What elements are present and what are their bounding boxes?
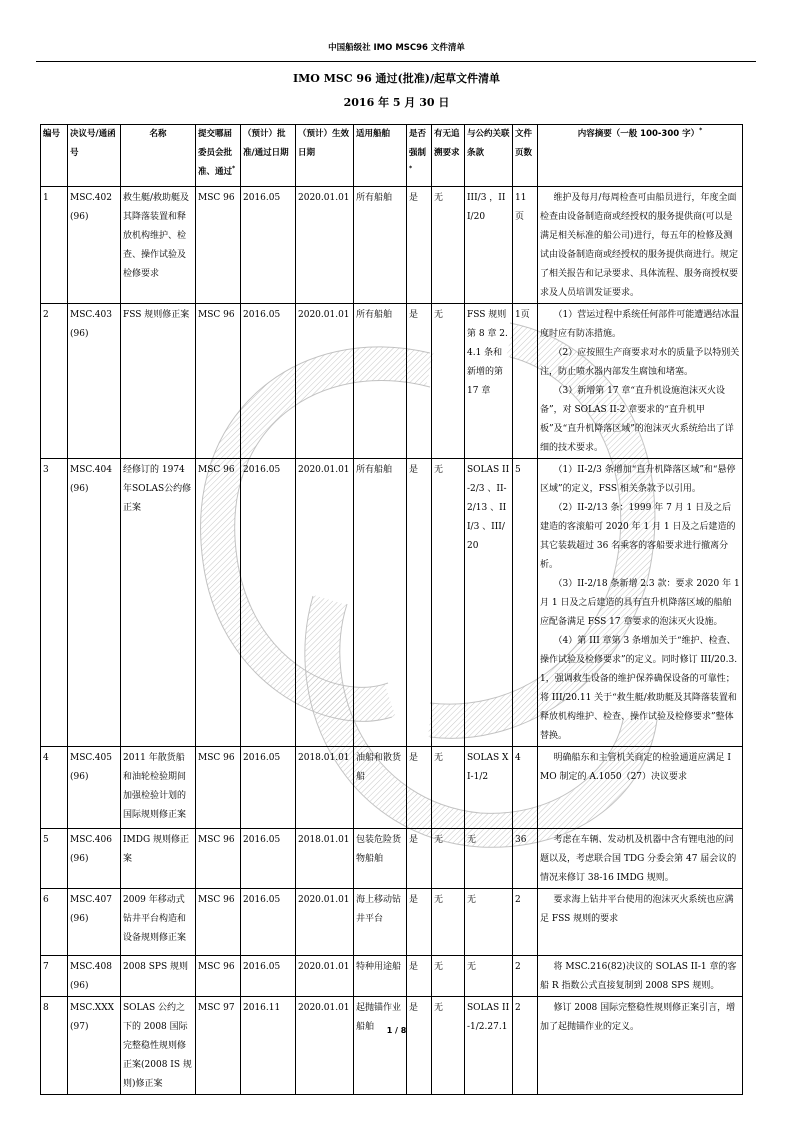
effective-date-cell: 2020.01.01 [296, 997, 354, 1095]
summary-paragraph: 修订 2008 国际完整稳性规则修正案引言，增加了起抛锚作业的定义。 [540, 1003, 736, 1032]
row-number-cell: 7 [41, 956, 68, 997]
row-number-cell: 6 [41, 889, 68, 956]
row-number-cell: 8 [41, 997, 68, 1095]
retroactive-cell: 无 [432, 459, 465, 747]
summary-cell [538, 304, 743, 459]
document-name-cell: IMDG 规则修正案 [121, 829, 196, 889]
mandatory-cell: 是 [407, 304, 432, 459]
effective-date-cell: 2020.01.01 [296, 889, 354, 956]
row-number-cell: 2 [41, 304, 68, 459]
approval-date-cell: 2016.05 [241, 956, 296, 997]
committee-cell: MSC 96 [196, 187, 241, 304]
column-header: 提交哪届委员会批准、通过* [196, 125, 241, 187]
retroactive-cell: 无 [432, 747, 465, 829]
related-articles-cell: 无 [465, 956, 513, 997]
document-name-cell: 2011 年散货船和油轮检验期间加强检验计划的国际规则修正案 [121, 747, 196, 829]
document-name-cell: 救生艇/救助艇及其降落装置和释放机构维护、检查、操作试验及检修要求 [121, 187, 196, 304]
summary-cell [538, 747, 743, 829]
retroactive-cell: 无 [432, 829, 465, 889]
table-row [41, 956, 743, 997]
table-row [41, 187, 743, 304]
applicable-ships-cell: 油船和散货船 [354, 747, 407, 829]
approval-date-cell: 2016.05 [241, 747, 296, 829]
summary-paragraph: 要求海上钻井平台使用的泡沫灭火系统也应满足 FSS 规则的要求 [540, 895, 734, 924]
summary-paragraph: （3）新增第 17 章“直升机设施泡沫灭火设备”，对 SOLAS II-2 章要求的“直升机甲板”及“直升机降落区域”的泡沫灭火系统给出了详细的技术要求。 [540, 386, 734, 453]
mandatory-cell: 是 [407, 956, 432, 997]
resolution-number-cell: MSC.XXX(97) [68, 997, 121, 1095]
committee-cell: MSC 96 [196, 889, 241, 956]
summary-paragraph: 维护及每月/每周检查可由船员进行，年度全面检查由设备制造商或经授权的服务提供商(可以是满足相关标准的船公司)进行，每五年的检修及测试由设备制造商或经授权的服务提供商进行。规定了相关报告和记录要求、具体流程、服务商授权要求及人员培训发证要求。 [540, 193, 739, 298]
related-articles-cell: 无 [465, 829, 513, 889]
document-title: IMO MSC 96 通过(批准)/起草文件清单 [292, 72, 500, 85]
mandatory-cell: 是 [407, 747, 432, 829]
resolution-number-cell: MSC.403(96) [68, 304, 121, 459]
row-number-cell: 1 [41, 187, 68, 304]
mandatory-cell: 是 [407, 459, 432, 747]
related-articles-cell: FSS 规则第 8 章 2.4.1 条和新增的第 17 章 [465, 304, 513, 459]
effective-date-cell: 2018.01.01 [296, 747, 354, 829]
related-articles-cell: SOLAS XI-1/2 [465, 747, 513, 829]
resolution-number-cell: MSC.406(96) [68, 829, 121, 889]
table-body [41, 187, 743, 1095]
resolution-number-cell: MSC.408(96) [68, 956, 121, 997]
table-row [41, 459, 743, 747]
page-count-cell: 5 [513, 459, 538, 747]
column-header: 文件页数 [513, 125, 538, 187]
approval-date-cell: 2016.05 [241, 187, 296, 304]
column-header: 内容摘要（一般 100-300 字）* [538, 125, 743, 187]
summary-cell [538, 889, 743, 956]
mandatory-cell: 是 [407, 829, 432, 889]
applicable-ships-cell: 起抛锚作业船舶 [354, 997, 407, 1095]
summary-paragraph: （2）II-2/13 条：1999 年 7 月 1 日及之后建造的客滚船可 2020 年 1 月 1 日及之后建造的其它装载超过 36 名乘客的客船要求进行撤离分析。 [540, 503, 736, 570]
document-name-cell: SOLAS 公约之下的 2008 国际完整稳性规则修正案(2008 IS 规则)修正案 [121, 997, 196, 1095]
page-count-cell: 4 [513, 747, 538, 829]
applicable-ships-cell: 所有船舶 [354, 459, 407, 747]
retroactive-cell: 无 [432, 889, 465, 956]
applicable-ships-cell: 所有船舶 [354, 304, 407, 459]
summary-cell [538, 459, 743, 747]
table-row [41, 829, 743, 889]
approval-date-cell: 2016.05 [241, 889, 296, 956]
committee-cell: MSC 97 [196, 997, 241, 1095]
summary-paragraph: 考虑在车辆、发动机及机器中含有锂电池的问题以及，考虑联合国 TDG 分委会第 47 届会议的情况来修订 38-16 IMDG 规则。 [540, 835, 737, 883]
row-number-cell: 3 [41, 459, 68, 747]
related-articles-cell: SOLAS II-1/2.27.1 [465, 997, 513, 1095]
document-name-cell: FSS 规则修正案 [121, 304, 196, 459]
committee-cell: MSC 96 [196, 304, 241, 459]
retroactive-cell: 无 [432, 187, 465, 304]
summary-paragraph: （4）第 III 章第 3 条增加关于“维护、检查、操作试验及检修要求”的定义。同时修订 III/20.3.1，强调救生设备的维护保养确保设备的可靠性；将 III/20.11 关于“救生艇/救助艇及其降落装置和释放机构维护、检查、操作试验及检修要求”整体替换。 [540, 636, 738, 741]
retroactive-cell: 无 [432, 997, 465, 1095]
column-header: 名称 [121, 125, 196, 187]
applicable-ships-cell: 特种用途船 [354, 956, 407, 997]
summary-cell [538, 187, 743, 304]
effective-date-cell: 2018.01.01 [296, 829, 354, 889]
table-row [41, 747, 743, 829]
summary-paragraph: 明确船东和主管机关商定的检验通道应满足 IMO 制定的 A.1050（27）决议要求 [540, 753, 731, 782]
approval-date-cell: 2016.05 [241, 304, 296, 459]
header-divider [36, 61, 756, 62]
table-row [41, 997, 743, 1095]
committee-cell: MSC 96 [196, 829, 241, 889]
column-header: （预计）批准/通过日期 [241, 125, 296, 187]
page-count-cell: 2 [513, 956, 538, 997]
page-header: 中国船级社 IMO MSC96 文件清单 [328, 43, 465, 53]
approval-date-cell: 2016.05 [241, 459, 296, 747]
retroactive-cell: 无 [432, 304, 465, 459]
summary-paragraph: （1）营运过程中系统任何部件可能遭遇结冰温度时应有防冻措施。 [540, 310, 740, 339]
document-name-cell: 2008 SPS 规则 [121, 956, 196, 997]
resolution-number-cell: MSC.405(96) [68, 747, 121, 829]
committee-cell: MSC 96 [196, 747, 241, 829]
table-row [41, 889, 743, 956]
column-header: （预计）生效日期 [296, 125, 354, 187]
applicable-ships-cell: 所有船舶 [354, 187, 407, 304]
approval-date-cell: 2016.05 [241, 829, 296, 889]
approval-date-cell: 2016.11 [241, 997, 296, 1095]
resolution-number-cell: MSC.407(96) [68, 889, 121, 956]
related-articles-cell: III/3 ，III/20 [465, 187, 513, 304]
table-header-row [41, 125, 743, 187]
document-date: 2016 年 5 月 30 日 [343, 96, 450, 109]
committee-cell: MSC 96 [196, 459, 241, 747]
column-header: 决议号/通函号 [68, 125, 121, 187]
document-name-cell: 2009 年移动式钻井平台构造和设备规则修正案 [121, 889, 196, 956]
summary-paragraph: （2）应按照生产商要求对水的质量予以特别关注，防止喷水器内部发生腐蚀和堵塞。 [540, 348, 740, 377]
row-number-cell: 5 [41, 829, 68, 889]
summary-paragraph: 将 MSC.216(82)决议的 SOLAS II-1 章的客船 R 指数公式直接复制到 2008 SPS 规则。 [540, 962, 737, 991]
effective-date-cell: 2020.01.01 [296, 187, 354, 304]
retroactive-cell: 无 [432, 956, 465, 997]
mandatory-cell: 是 [407, 187, 432, 304]
committee-cell: MSC 96 [196, 956, 241, 997]
column-header: 有无追溯要求 [432, 125, 465, 187]
resolution-number-cell: MSC.404(96) [68, 459, 121, 747]
page-count-cell: 1页 [513, 304, 538, 459]
summary-paragraph: （1）II-2/3 条增加“直升机降落区域”和“悬停区域”的定义，FSS 相关条款予以引用。 [540, 465, 736, 494]
column-header: 编号 [41, 125, 68, 187]
document-list-table [40, 124, 743, 1095]
related-articles-cell: 无 [465, 889, 513, 956]
resolution-number-cell: MSC.402(96) [68, 187, 121, 304]
mandatory-cell: 是 [407, 997, 432, 1095]
page-count-cell: 2 [513, 997, 538, 1095]
page-count-cell: 36 [513, 829, 538, 889]
table-row [41, 304, 743, 459]
column-header: 与公约关联条款 [465, 125, 513, 187]
summary-cell [538, 956, 743, 997]
effective-date-cell: 2020.01.01 [296, 459, 354, 747]
page-count-cell: 11页 [513, 187, 538, 304]
summary-paragraph: （3）II-2/18 条新增 2.3 款：要求 2020 年 1 月 1 日及之后建造的具有直升机降落区域的船舶应配备满足 FSS 17 章要求的泡沫灭火设施。 [540, 579, 740, 627]
summary-cell [538, 997, 743, 1095]
row-number-cell: 4 [41, 747, 68, 829]
page-count-cell: 2 [513, 889, 538, 956]
document-name-cell: 经修订的 1974 年SOLAS公约修正案 [121, 459, 196, 747]
effective-date-cell: 2020.01.01 [296, 956, 354, 997]
effective-date-cell: 2020.01.01 [296, 304, 354, 459]
summary-cell [538, 829, 743, 889]
column-header: 是否强制* [407, 125, 432, 187]
page-number: 1 / 8 [386, 1026, 407, 1035]
related-articles-cell: SOLAS II-2/3 、II-2/13 、III/3 、III/20 [465, 459, 513, 747]
applicable-ships-cell: 海上移动钻井平台 [354, 889, 407, 956]
applicable-ships-cell: 包装危险货物船舶 [354, 829, 407, 889]
column-header: 适用船舶 [354, 125, 407, 187]
mandatory-cell: 是 [407, 889, 432, 956]
